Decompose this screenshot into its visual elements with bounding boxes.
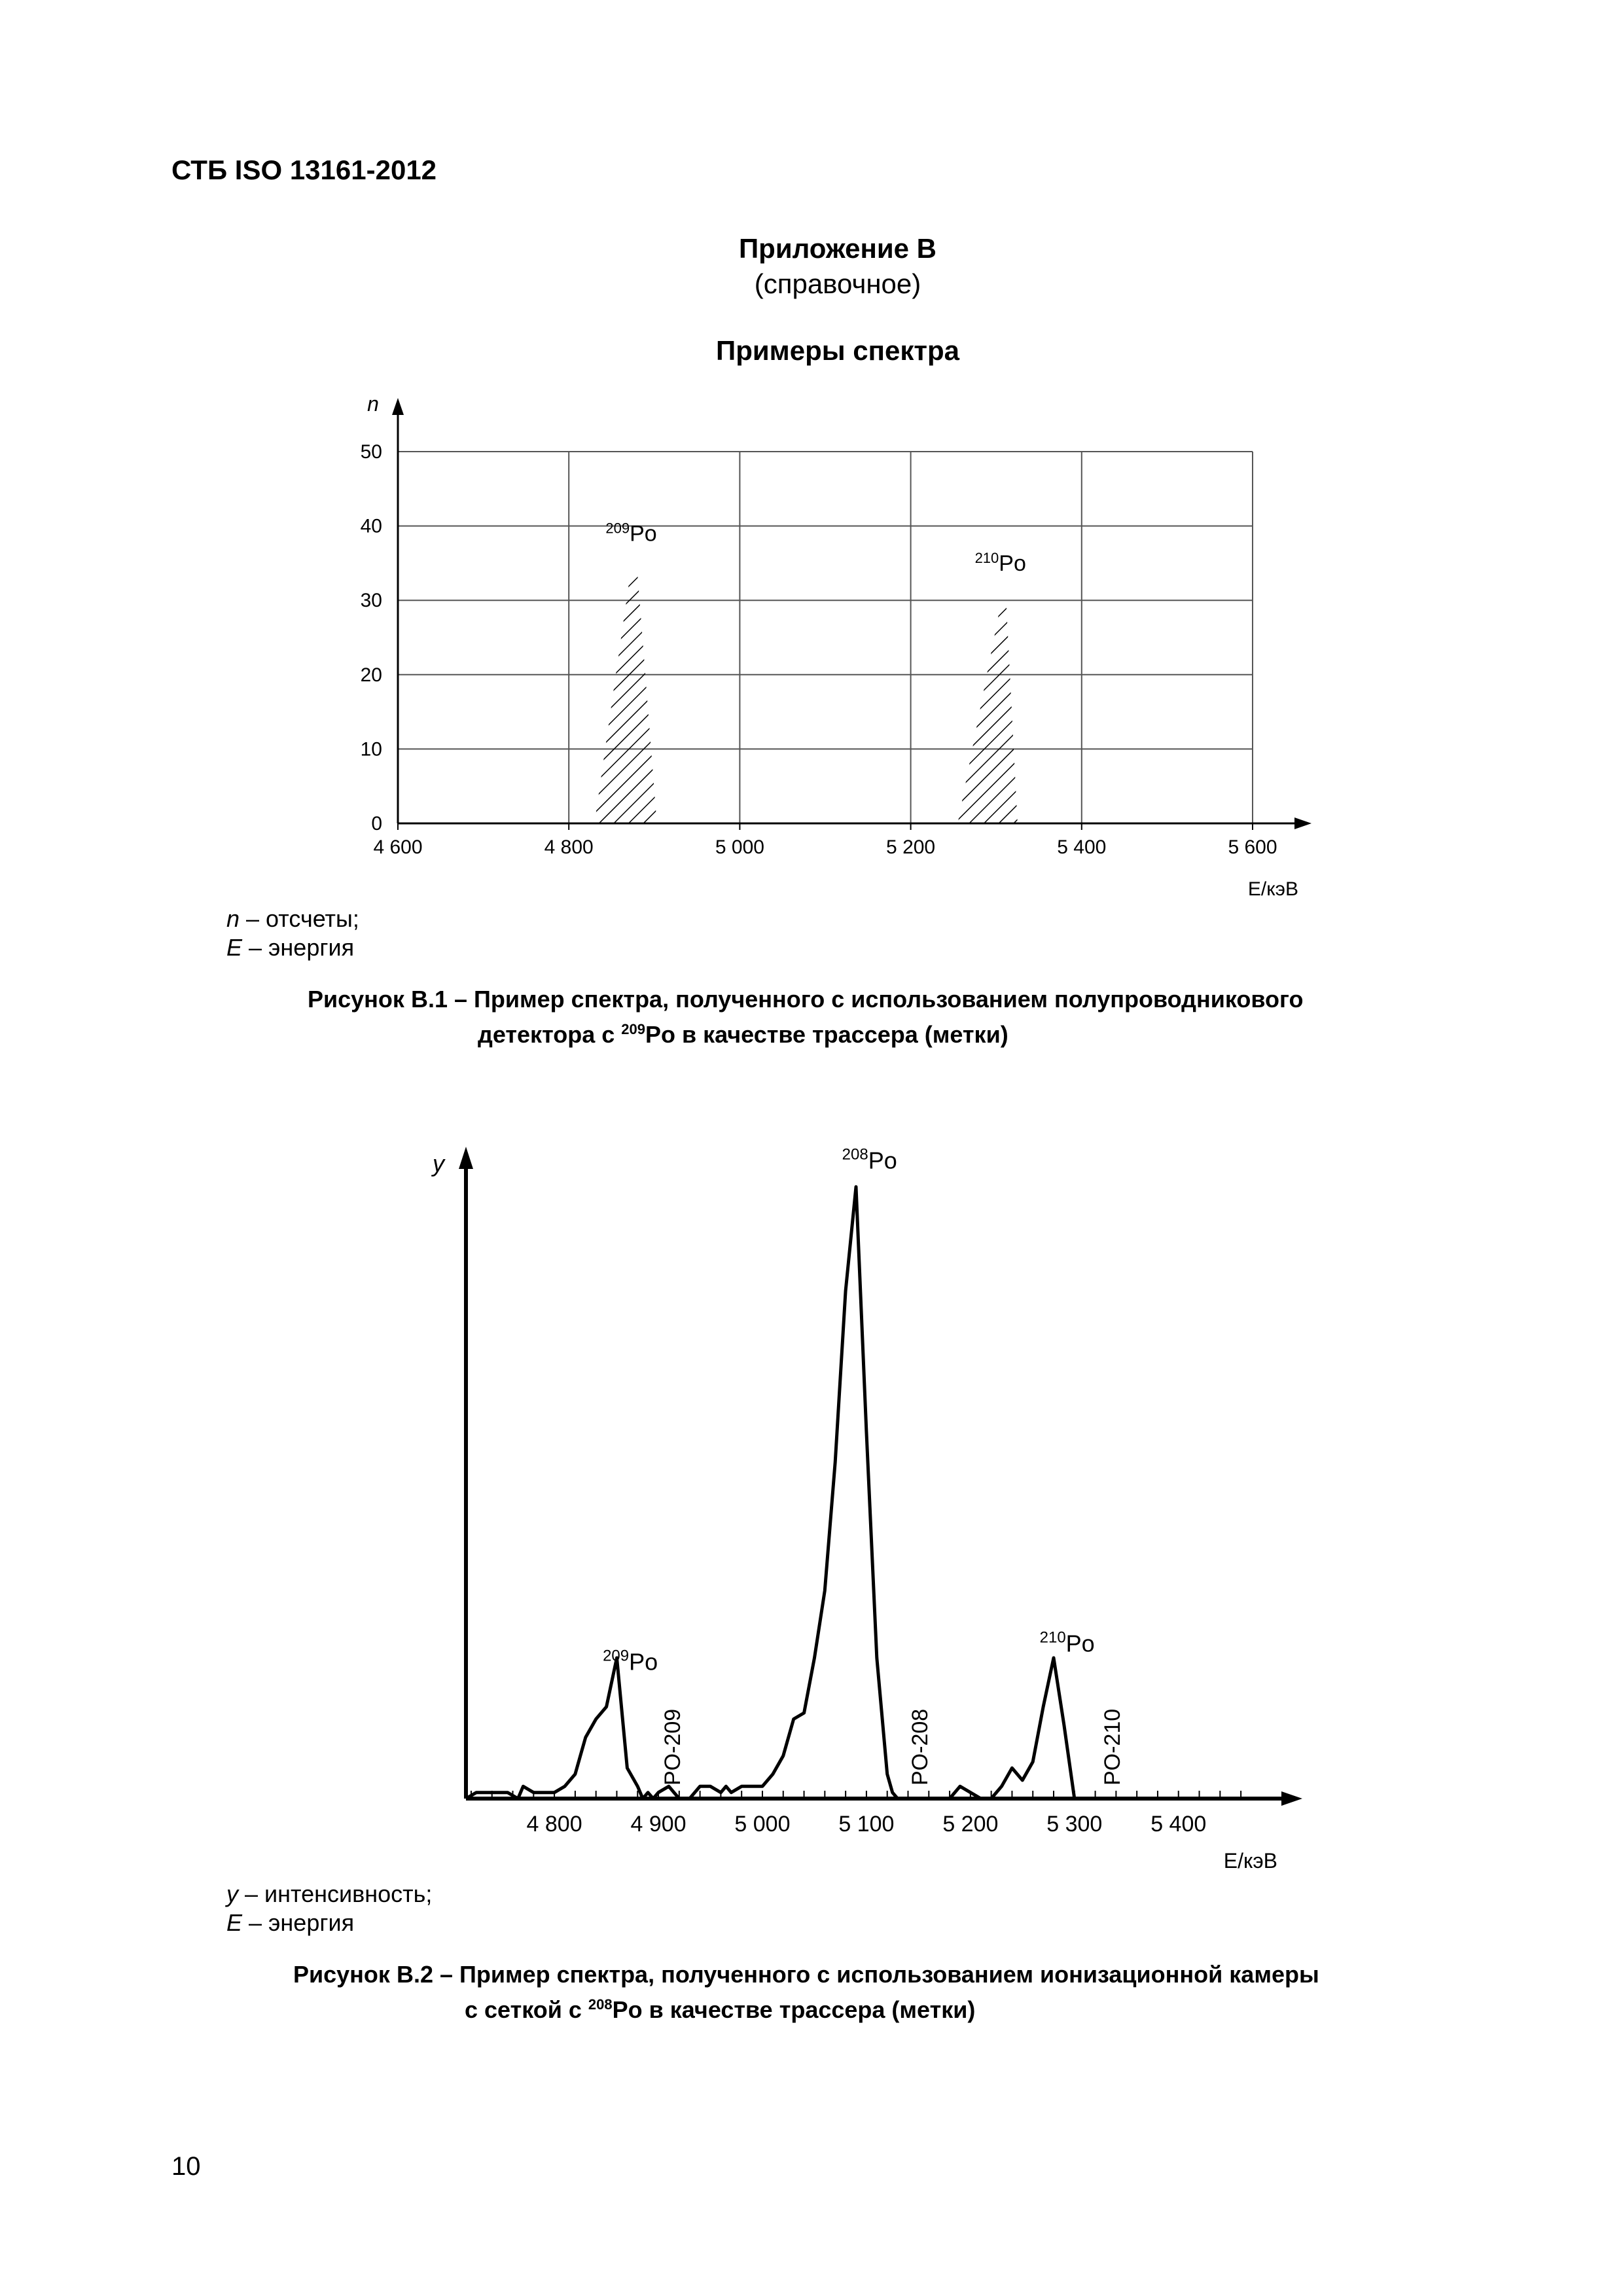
y-axis-label: n (367, 392, 379, 416)
legend-y: y – интенсивность; (226, 1880, 433, 1907)
x-axis-arrow (1281, 1791, 1302, 1806)
y-tick-label: 0 (371, 813, 382, 834)
x-tick-label: 4 600 (373, 836, 423, 858)
figure2-legend (226, 1880, 432, 1937)
x-tick-label: 5 400 (1057, 836, 1107, 858)
x-tick-label: 5 000 (715, 836, 764, 858)
peak-0 (594, 571, 656, 823)
figure2-caption-line2: с сеткой с $^{208}$Po в качестве трассера (метки) (465, 1996, 976, 2023)
y-axis-arrow (459, 1147, 473, 1169)
legend-e2: E – энергия (226, 1909, 355, 1936)
x-tick-label: 5 400 (1150, 1812, 1207, 1837)
legend-n: n – отсчеты; (226, 905, 359, 932)
peak-label-0: $^{209}$Po (605, 520, 657, 547)
x-axis-label: E/кэВ (1247, 878, 1298, 900)
x-axis-label: E/кэВ (1223, 1849, 1277, 1873)
figure2-caption: Рисунок В.2 – Пример спектра, полученного с использованием ионизационной камеры (293, 1961, 1319, 1988)
x-tick-label: 5 000 (734, 1812, 791, 1837)
x-tick-label: 4 800 (544, 836, 594, 858)
figure1-caption-line2: детектора с $^{209}$Po в качестве трассера (метки) (478, 1021, 1008, 1048)
x-tick-label: 4 800 (526, 1812, 582, 1837)
peak-label-1: $^{208}$Po (842, 1145, 897, 1174)
x-axis-arrow (1294, 817, 1311, 829)
y-tick-label: 40 (360, 515, 382, 537)
spectrum-line (466, 1187, 1096, 1799)
marker-label-0: PO-209 (660, 1708, 685, 1785)
marker-label-1: PO-208 (908, 1708, 933, 1785)
annex-type: (справочное) (754, 268, 921, 299)
y-tick-label: 50 (360, 441, 382, 463)
peak-label-0: $^{209}$Po (603, 1647, 658, 1676)
y-tick-label: 30 (360, 590, 382, 612)
marker-label-2: PO-210 (1100, 1708, 1126, 1785)
x-tick-label: 5 200 (942, 1812, 999, 1837)
standard-header: СТБ ISO 13161-2012 (171, 154, 437, 185)
annex-heading: Примеры спектра (716, 335, 959, 366)
annex-title: Приложение В (738, 233, 937, 264)
y-tick-label: 20 (360, 664, 382, 686)
y-axis-label: y (433, 1150, 444, 1177)
x-tick-label: 5 100 (838, 1812, 895, 1837)
x-tick-label: 4 900 (630, 1812, 687, 1837)
page-number: 10 (171, 2152, 201, 2181)
spectrum-chart-2 (0, 1113, 1623, 1885)
spectrum-chart-1 (0, 0, 1623, 916)
x-tick-label: 5 300 (1046, 1812, 1103, 1837)
peak-label-1: $^{210}$Po (974, 549, 1026, 576)
x-tick-label: 5 600 (1228, 836, 1277, 858)
x-tick-label: 5 200 (886, 836, 936, 858)
y-tick-label: 10 (360, 738, 382, 761)
peak-label-2: $^{210}$Po (1039, 1628, 1095, 1657)
y-axis-arrow (392, 398, 404, 415)
legend-e: E – энергия (226, 934, 355, 961)
peak-1 (957, 608, 1017, 823)
figure1-legend (226, 905, 359, 962)
figure1-caption: Рисунок В.1 – Пример спектра, полученного с использованием полупроводникового (308, 986, 1304, 1013)
